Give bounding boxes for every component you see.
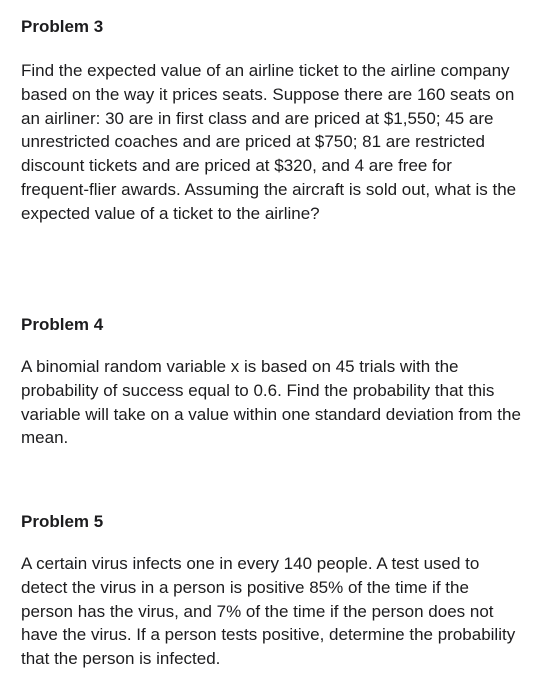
problem-3-title: Problem 3 — [21, 17, 104, 36]
problem-5-text: A certain virus infects one in every 140 people. A test used to detect the virus in a person is positive 85% of the time if the person has the virus, and 7% of the time if the person does not have the virus. If a person tests positive, determine the probability that the person is infected. — [21, 554, 516, 669]
problem-3-text: Find the expected value of an airline ticket to the airline company based on the way it prices seats. Suppose there are 160 seats on an airliner: 30 are in first class and are priced at $1,550; 45 are unrestricted coaches and are priced at $750; 81 are restricted discount tickets and are priced at $320, and 4 are free for frequent-flier awards. Assuming the aircraft is sold out, what is the expected value of a ticket to the airline? — [21, 61, 517, 223]
problem-5-title: Problem 5 — [21, 512, 104, 531]
problem-4-title: Problem 4 — [21, 315, 104, 334]
problem-4-text: A binomial random variable x is based on 45 trials with the probability of success equal to 0.6. Find the probability that this variable will take on a value within one standard deviation from the mean. — [21, 357, 521, 448]
